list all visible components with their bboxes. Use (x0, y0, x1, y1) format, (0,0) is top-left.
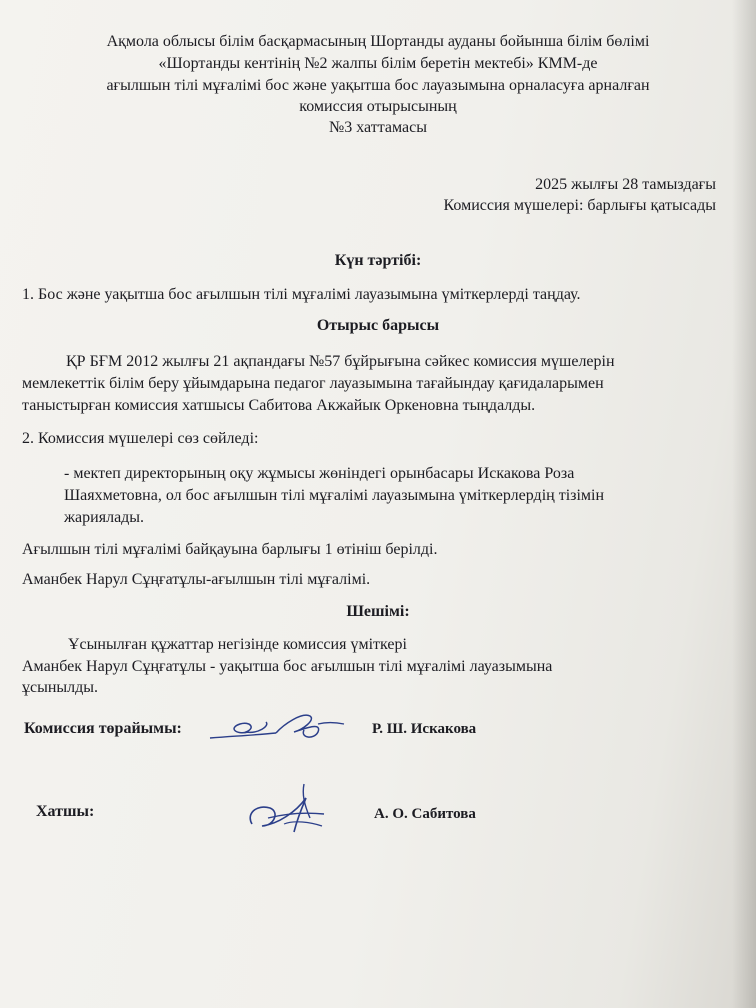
proceedings-para-line-1: ҚР БҒМ 2012 жылғы 21 ақпандағы №57 бұйрығына сәйкес комиссия мүшелерін (66, 353, 615, 370)
header-line-1: Ақмола облысы білім басқармасының Шортанды ауданы бойынша білім бөлімі (106, 33, 650, 50)
chair-name: Р. Ш. Искакова (372, 721, 477, 737)
secretary-name: А. О. Сабитова (374, 806, 476, 822)
speaker-line-2: Шаяхметовна, ол бос ағылшын тілі мұғалімі лауазымына үміткерлердің тізімін (64, 487, 605, 504)
applications-count: Ағылшын тілі мұғалімі байқауына барлығы 1 өтініш берілді. (22, 541, 438, 558)
secretary-signature-icon (244, 778, 334, 836)
header-line-2: «Шортанды кентінің №2 жалпы білім беретін мектебі» КММ-де (158, 55, 598, 72)
decision-line-3: ұсынылды. (22, 679, 99, 696)
proceedings-para-line-3: таныстырған комиссия хатшысы Сабитова Акжайык Оркеновна тыңдалды. (22, 397, 536, 414)
page-edge-shadow (732, 0, 756, 1008)
proceedings-title: Отырыс барысы (316, 317, 440, 334)
candidate-line: Аманбек Нарул Сұңғатұлы-ағылшын тілі мұғалімі. (22, 571, 371, 588)
document-date: 2025 жылғы 28 тамыздағы (535, 176, 716, 193)
attendance-note: Комиссия мүшелері: барлығы қатысады (443, 197, 716, 214)
decision-title: Шешімі: (346, 603, 410, 620)
decision-line-1: Ұсынылған құжаттар негізінде комиссия үміткері (68, 636, 407, 653)
protocol-number: №3 хаттамасы (329, 119, 427, 136)
header-line-4: комиссия отырысының (299, 98, 457, 115)
agenda-item-1: 1. Бос және уақытша бос ағылшын тілі мұғалімі лауазымына үміткерлерді таңдау. (22, 286, 581, 303)
speaker-line-1: - мектеп директорының оқу жұмысы жөніндегі орынбасары Искакова Роза (64, 465, 575, 482)
decision-line-2: Аманбек Нарул Сұңғатұлы - уақытша бос ағылшын тілі мұғалімі лауазымына (22, 658, 553, 675)
chair-label: Комиссия төрайымы: (24, 720, 182, 737)
agenda-title: Күн тәртібі: (334, 252, 422, 269)
chair-signature-icon (206, 702, 356, 748)
proceedings-para-line-2: мемлекеттік білім беру ұйымдарына педагог лауазымына тағайындау қағидаларымен (22, 375, 604, 392)
secretary-label: Хатшы: (36, 803, 95, 820)
speaker-line-3: жариялады. (64, 509, 145, 526)
agenda-item-2: 2. Комиссия мүшелері сөз сөйледі: (22, 430, 259, 447)
header-line-3: ағылшын тілі мұғалімі бос және уақытша бос лауазымына орналасуға арналған (106, 77, 650, 94)
